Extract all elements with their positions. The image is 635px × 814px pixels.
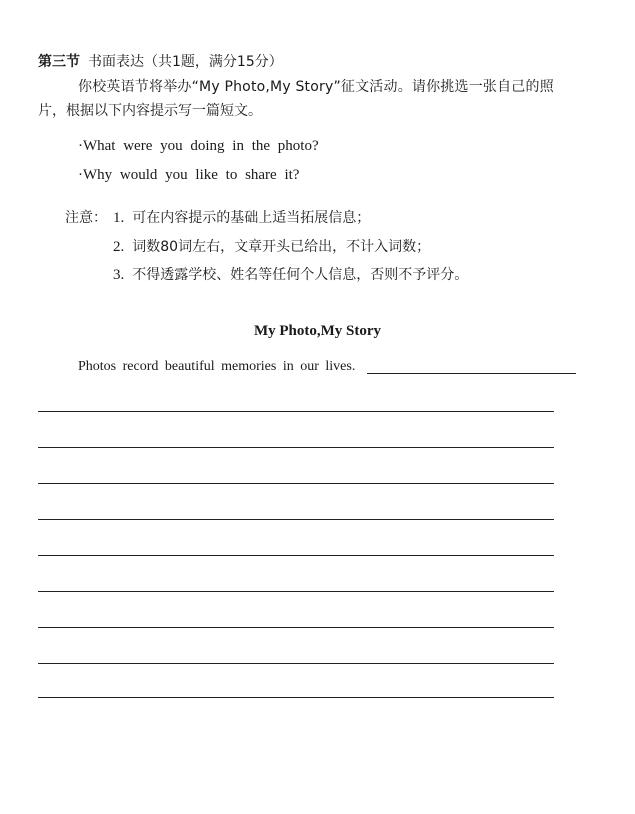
essay-opening-sentence: Photos record beautiful memories in our lives. <box>78 359 356 374</box>
writing-line-6[interactable] <box>38 591 554 592</box>
essay-title: My Photo,My Story <box>253 323 382 339</box>
note-text: 词数80词左右，文章开头已给出，不计入词数； <box>132 239 431 255</box>
writing-line-4[interactable] <box>38 519 554 520</box>
instruction-line-1: 你校英语节将举办“My Photo,My Story”征文活动。请你挑选一张自己的照 <box>78 79 554 95</box>
note-item-1 <box>113 208 370 228</box>
section-title: 书面表达（共1题，满分15分） <box>88 54 283 70</box>
note-text: 不得透露学校、姓名等任何个人信息，否则不予评分。 <box>132 267 469 283</box>
prompt-item-2: ·Why would you like to share it? <box>78 167 300 183</box>
writing-line-3[interactable] <box>38 483 554 484</box>
note-number: 3. <box>113 267 125 283</box>
writing-line-1[interactable] <box>38 411 554 412</box>
section-heading <box>38 52 283 72</box>
writing-line-2[interactable] <box>38 447 554 448</box>
notes-label: 注意： <box>65 210 107 226</box>
writing-line-9[interactable] <box>38 697 554 698</box>
section-label: 第三节 <box>38 54 80 70</box>
instruction-line-2: 片，根据以下内容提示写一篇短文。 <box>38 103 262 119</box>
note-number: 1. <box>113 210 125 226</box>
writing-line-7[interactable] <box>38 627 554 628</box>
note-text: 可在内容提示的基础上适当拓展信息； <box>132 210 371 226</box>
note-item-2 <box>113 237 430 257</box>
writing-line-5[interactable] <box>38 555 554 556</box>
writing-blank-opening[interactable] <box>367 373 576 374</box>
writing-line-8[interactable] <box>38 663 554 664</box>
note-number: 2. <box>113 239 125 255</box>
prompt-item-1: ·What were you doing in the photo? <box>78 138 319 154</box>
note-item-3 <box>113 265 468 285</box>
